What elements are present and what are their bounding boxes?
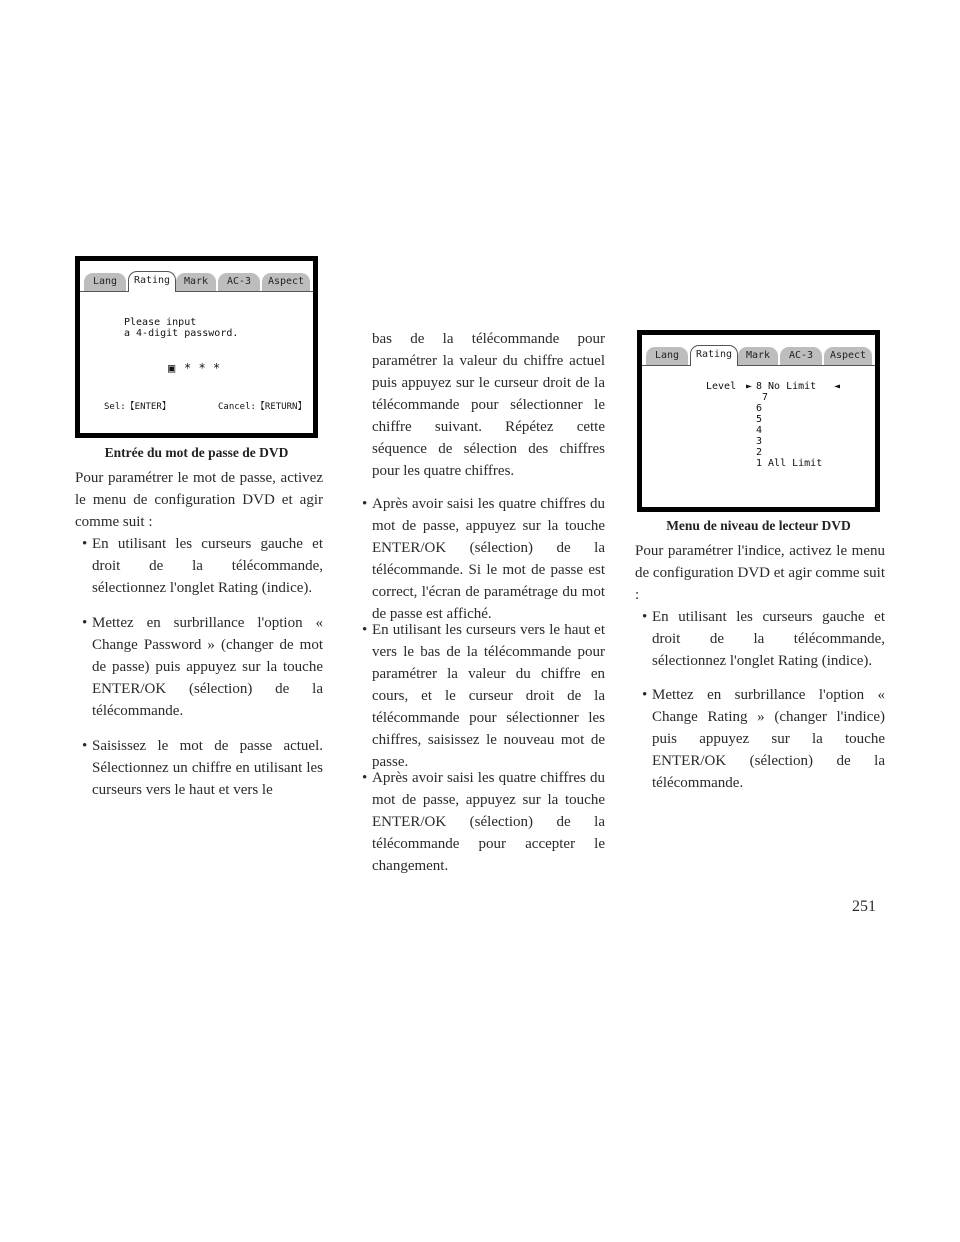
pointer-right-icon: ► [746,381,753,392]
bullet-glyph: • [362,622,368,638]
level-label: Level [706,381,737,392]
list-item: • Après avoir saisi les quatre chiffres du mot de passe, appuyez sur la touche ENTER/OK (sélection) de la télécommande pour accepter le changement. [355,767,605,877]
figure-caption: Menu de niveau de lecteur DVD [666,518,851,533]
bullet-glyph: • [642,687,648,703]
intro-paragraph: Pour paramétrer l'indice, activez le menu de configuration DVD et agir comme suit : [635,543,885,603]
bullet-glyph: • [82,536,88,552]
cancel-label: Cancel:【RETURN】 [218,402,307,412]
tab-mark: Mark [176,273,216,291]
bullet-glyph: • [82,615,88,631]
figure-caption: Entrée du mot de passe de DVD [104,445,289,460]
continued-bullet-text: bas de la télécommande pour paramétrer la valeur du chiffre actuel puis appuyez sur le curseur droit de la télécommande pour sélectionner le chiffre suivant. Répétez cette séquence de sélection des chiffres pour les quatre chiffres. [372,331,605,479]
tab-lang: Lang [84,273,126,291]
level-option: 4 [756,425,763,436]
list-item: • Après avoir saisi les quatre chiffres du mot de passe, appuyez sur la touche ENTER/OK (sélection) de la télécommande. Si le mot de passe est correct, l'écran de paramétrage du mot de passe est affiché. [355,493,605,625]
menu-tabs [80,269,313,292]
password-cursor-icon: ▣ [168,361,176,375]
password-mask: * * * [184,361,221,375]
dvd-menu-screen [80,261,313,433]
bullet-glyph: • [362,770,368,786]
password-entry-screenshot [75,256,318,438]
tab-ac3: AC-3 [780,347,822,365]
level-option: 2 [756,447,763,458]
tab-mark: Mark [738,347,778,365]
level-option: 8 No Limit [756,381,817,392]
tab-aspect: Aspect [262,273,310,291]
list-item: • Mettez en surbrillance l'option « Change Password » (changer de mot de passe) puis appuyez sur la touche ENTER/OK (sélection) de la télécommande. [75,612,323,722]
tab-lang: Lang [646,347,688,365]
list-item: • En utilisant les curseurs gauche et droit de la télécommande, sélectionnez l'onglet Rating (indice). [635,606,885,672]
bullet-glyph: • [362,496,368,512]
sel-label: Sel:【ENTER】 [104,402,171,412]
prompt-line-2: a 4-digit password. [124,328,239,339]
intro-paragraph: Pour paramétrer le mot de passe, activez le menu de configuration DVD et agir comme suit : [75,470,323,530]
list-item: • En utilisant les curseurs gauche et droit de la télécommande, sélectionnez l'onglet Rating (indice). [75,533,323,599]
level-option: 5 [756,414,763,425]
tab-ac3: AC-3 [218,273,260,291]
level-option: 1 All Limit [756,458,823,469]
menu-tabs [642,343,875,366]
pointer-left-icon: ◄ [834,381,841,392]
level-option: 7 [762,392,769,403]
tab-rating: Rating [128,271,176,292]
bullet-glyph: • [642,609,648,625]
prompt-line-1: Please input [124,317,197,328]
page-number: 251 [852,898,876,915]
list-item: • En utilisant les curseurs vers le haut et vers le bas de la télécommande pour paramétrer la valeur du chiffre en cours, et le curseur droit de la télécommande pour sélectionner les chiffres, saisissez le nouveau mot de passe. [355,619,605,773]
rating-level-screenshot [637,330,880,512]
level-option: 3 [756,436,763,447]
bullet-glyph: • [82,738,88,754]
list-item: • Mettez en surbrillance l'option « Change Rating » (changer l'indice) puis appuyez sur la touche ENTER/OK (sélection) de la télécommande. [635,684,885,794]
dvd-menu-screen [642,335,875,507]
level-option: 6 [756,403,763,414]
tab-rating: Rating [690,345,738,366]
list-item: • Saisissez le mot de passe actuel. Sélectionnez un chiffre en utilisant les curseurs vers le haut et vers le [75,735,323,801]
tab-aspect: Aspect [824,347,872,365]
